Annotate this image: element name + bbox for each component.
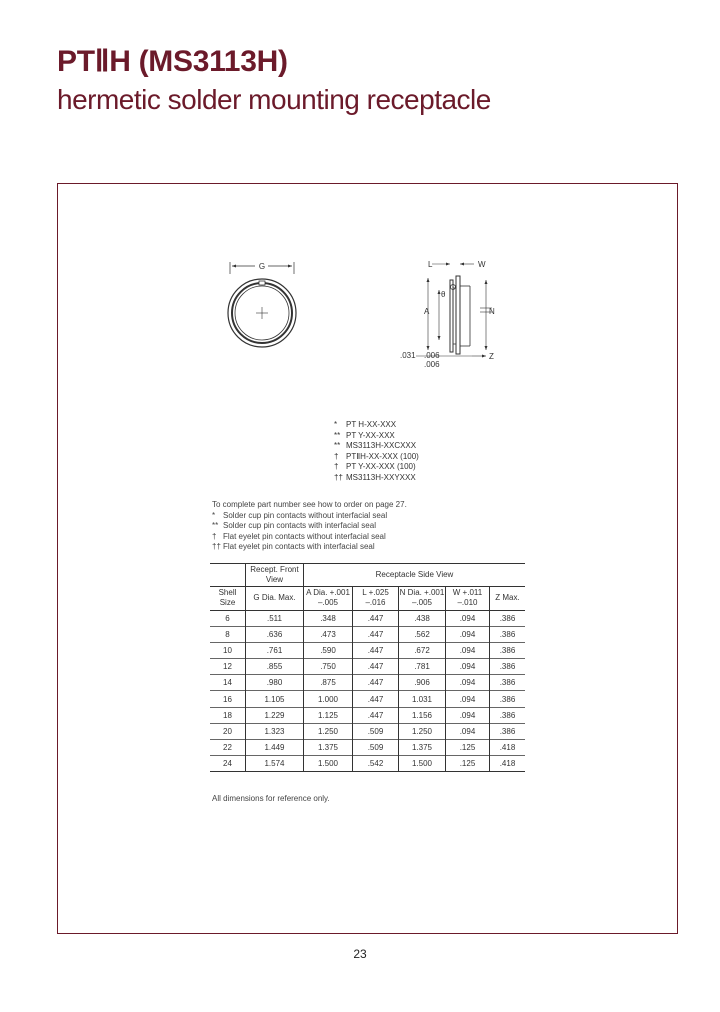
table-row: 24 1.574 1.500 .542 1.500 .125 .418 xyxy=(210,755,525,771)
dimension-table xyxy=(210,563,525,772)
col-z: Z Max. xyxy=(490,587,526,611)
part-number-row: † PT Y-XX-XXX (100) xyxy=(334,462,416,471)
table-row: 10 .761 .590 .447 .672 .094 .386 xyxy=(210,643,525,659)
dim-z-label: Z xyxy=(489,352,494,361)
note-item: ** Solder cup pin contacts with interfacial seal xyxy=(212,521,376,530)
note-item: † Flat eyelet pin contacts without interfacial seal xyxy=(212,531,386,541)
col-n-dia: N Dia. +.001 –.005 xyxy=(399,587,446,611)
dim-w-label: W xyxy=(478,260,486,269)
dim-n-label: N xyxy=(489,307,495,316)
ordering-notes xyxy=(212,500,407,553)
dim-006a-label: .006 xyxy=(424,351,440,360)
dim-a-label: A xyxy=(424,307,430,316)
col-a-dia: A Dia. +.001 –.005 xyxy=(304,587,353,611)
front-view-drawing xyxy=(228,262,296,347)
header-side-view: Receptacle Side View xyxy=(304,564,526,587)
col-shell-size: Shell Size xyxy=(210,587,246,611)
part-number-row: † PTⅡH-XX-XXX (100) xyxy=(334,451,419,461)
dim-031-label: .031 xyxy=(400,351,416,360)
table-row: 22 1.449 1.375 .509 1.375 .125 .418 xyxy=(210,739,525,755)
reference-footnote: All dimensions for reference only. xyxy=(212,794,330,803)
table-row: 18 1.229 1.125 .447 1.156 .094 .386 xyxy=(210,707,525,723)
dim-l-label: L xyxy=(428,260,433,269)
part-number-row: * PT H-XX-XXX xyxy=(334,420,397,429)
note-item: * Solder cup pin contacts without interfacial seal xyxy=(212,510,388,520)
table-row: 12 .855 .750 .447 .781 .094 .386 xyxy=(210,659,525,675)
col-l: L +.025 –.016 xyxy=(353,587,399,611)
table-row: 8 .636 .473 .447 .562 .094 .386 xyxy=(210,627,525,643)
notes-intro: To complete part number see how to order on page 27. xyxy=(212,500,407,509)
col-w: W +.011 –.010 xyxy=(446,587,490,611)
technical-drawing xyxy=(210,250,510,375)
part-number-list xyxy=(334,420,419,483)
col-g-dia: G Dia. Max. xyxy=(246,587,304,611)
dim-g-label: G xyxy=(258,262,266,271)
header-recept: Recept. Front View xyxy=(246,564,304,587)
table-row: 14 .980 .875 .447 .906 .094 .386 xyxy=(210,675,525,691)
table-row: 16 1.105 1.000 .447 1.031 .094 .386 xyxy=(210,691,525,707)
part-number-row: ** PT Y-XX-XXX xyxy=(334,430,395,440)
page-number: 23 xyxy=(353,947,367,961)
table-row: 20 1.323 1.250 .509 1.250 .094 .386 xyxy=(210,723,525,739)
dim-theta-label: θ xyxy=(441,290,446,299)
table-row: 6 .511 .348 .447 .438 .094 .386 xyxy=(210,611,525,627)
part-number-row: †† MS3113H-XXYXXX xyxy=(334,472,416,482)
page-title: PTⅡH (MS3113H) xyxy=(57,45,288,78)
dim-006b-label: .006 xyxy=(424,360,440,369)
note-item: †† Flat eyelet pin contacts with interfacial seal xyxy=(212,542,375,551)
part-number-row: ** MS3113H-XXCXXX xyxy=(334,441,417,450)
page-subtitle: hermetic solder mounting receptacle xyxy=(57,84,491,115)
